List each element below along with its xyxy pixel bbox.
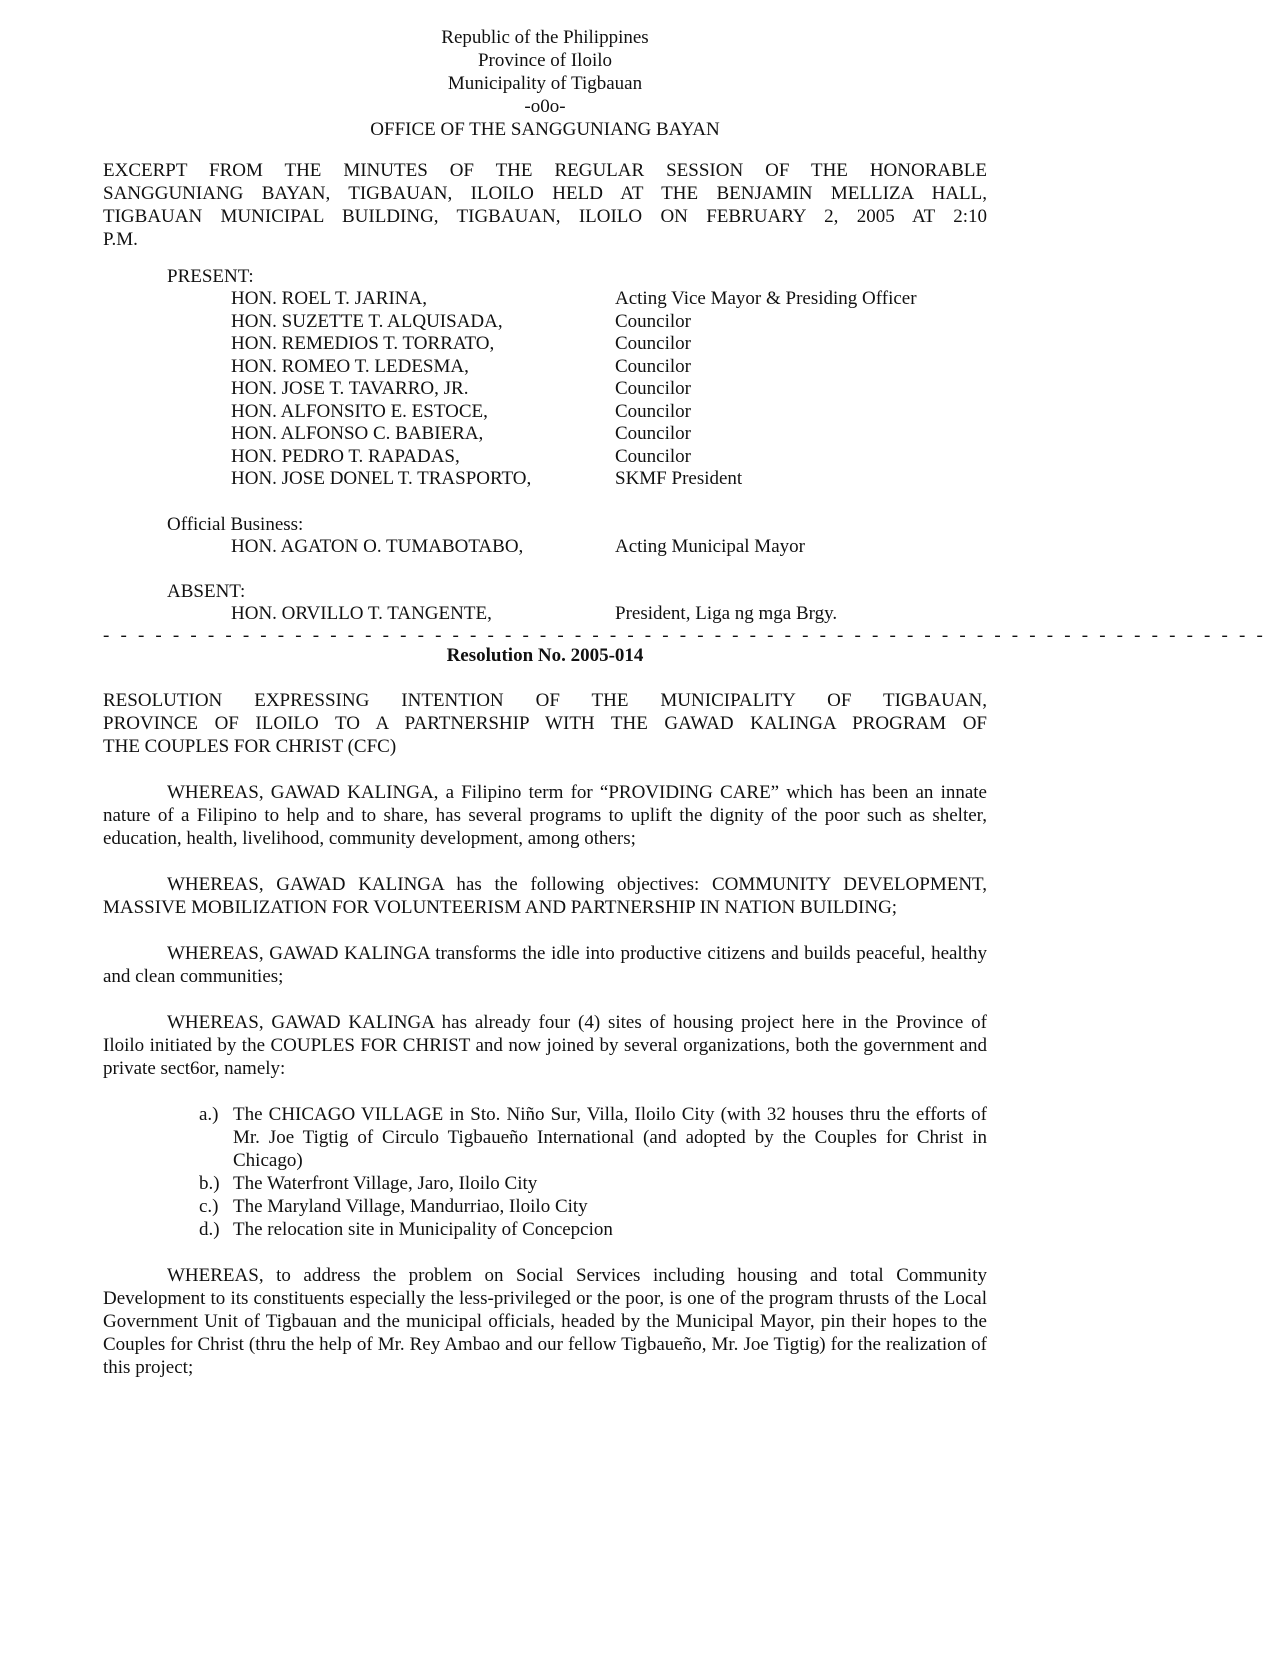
- member-name: HON. ROEL T. JARINA,: [231, 288, 427, 309]
- member-name: HON. ROMEO T. LEDESMA,: [231, 355, 469, 377]
- excerpt-line: EXCERPT FROM THE MINUTES OF THE REGULAR SESSION OF THE HONORABLE: [103, 160, 987, 181]
- title-line: THE COUPLES FOR CHRIST (CFC): [103, 735, 397, 757]
- member-name: HON. ALFONSITO E. ESTOCE,: [231, 400, 488, 422]
- list-text: The CHICAGO VILLAGE in Sto. Niño Sur, Villa, Iloilo City (with 32 houses thru the efforts of Mr. Joe Tigtig of Circulo Tigbaueño International (and adopted by the Couples for Christ in Chicago): [233, 1103, 987, 1171]
- member-name: HON. ORVILLO T. TANGENTE,: [231, 603, 492, 624]
- title-line: RESOLUTION EXPRESSING INTENTION OF THE MUNICIPALITY OF TIGBAUAN,: [103, 689, 987, 711]
- member-name: HON. AGATON O. TUMABOTABO,: [231, 535, 524, 557]
- whereas-clause-2: WHEREAS, GAWAD KALINGA has the following objectives: COMMUNITY DEVELOPMENT, MASSIVE MOBILIZATION FOR VOLUNTEERISM AND PARTNERSHIP IN NATION BUILDING;: [103, 873, 987, 918]
- member-role: Councilor: [615, 310, 691, 332]
- excerpt-line: P.M.: [103, 229, 138, 250]
- whereas-clause-1: WHEREAS, GAWAD KALINGA, a Filipino term for “PROVIDING CARE” which has been an innate nature of a Filipino to help and to share, has several programs to uplift the dignity of the poor such as shelter, education, health, livelihood, community development, among others;: [103, 781, 987, 849]
- member-name: HON. REMEDIOS T. TORRATO,: [231, 333, 495, 354]
- letterhead: [103, 26, 987, 141]
- list-marker: b.): [199, 1172, 220, 1194]
- dashed-separator: - - - - - - - - - - - - - - - - - - - - - - - - - - - - - - - - - - - - - - - - - - - - - - - - - - - - - - - - - - - - - - - - - - -: [103, 624, 1266, 646]
- list-marker: a.): [199, 1103, 219, 1125]
- spacer: [103, 491, 987, 513]
- excerpt-line: SANGGUNIANG BAYAN, TIGBAUAN, ILOILO HELD AT THE BENJAMIN MELLIZA HALL,: [103, 183, 987, 204]
- member-row: [103, 468, 987, 491]
- list-marker: c.): [199, 1195, 219, 1217]
- resolution-number: Resolution No. 2005-014: [446, 644, 644, 666]
- member-role: Councilor: [615, 355, 691, 377]
- member-role: Acting Municipal Mayor: [615, 535, 805, 557]
- member-role: President, Liga ng mga Brgy.: [615, 603, 838, 624]
- list-item: [199, 1103, 987, 1172]
- list-item: [199, 1195, 987, 1218]
- resolution-title: [103, 689, 987, 758]
- document-page: [103, 26, 1266, 1379]
- member-name: HON. ALFONSO C. BABIERA,: [231, 423, 484, 444]
- member-role: Acting Vice Mayor & Presiding Officer: [615, 288, 917, 309]
- housing-sites-list: [199, 1103, 987, 1241]
- member-name: HON. JOSE DONEL T. TRASPORTO,: [231, 468, 532, 489]
- whereas-clause-4: WHEREAS, GAWAD KALINGA has already four (4) sites of housing project here in the Province of Iloilo initiated by the COUPLES FOR CHRIST and now joined by several organizations, both the government and private sect6or, namely:: [103, 1011, 987, 1079]
- member-role: Councilor: [615, 333, 691, 354]
- member-row: [103, 311, 987, 334]
- member-row: [103, 378, 987, 401]
- list-marker: d.): [199, 1218, 220, 1240]
- official-business-row: [103, 536, 987, 559]
- list-text: The Waterfront Village, Jaro, Iloilo City: [233, 1172, 538, 1194]
- member-row: [103, 356, 987, 379]
- list-item: [199, 1218, 987, 1241]
- official-business-label: Official Business:: [167, 513, 304, 535]
- member-role: SKMF President: [615, 468, 743, 489]
- header-province: Province of Iloilo: [477, 50, 613, 71]
- member-name: HON. JOSE T. TAVARRO, JR.: [231, 378, 469, 399]
- member-role: Councilor: [615, 445, 691, 467]
- list-text: The Maryland Village, Mandurriao, Iloilo City: [233, 1195, 588, 1217]
- header-ornament: -o0o-: [524, 96, 566, 117]
- absent-label: ABSENT:: [167, 581, 246, 602]
- title-line: PROVINCE OF ILOILO TO A PARTNERSHIP WITH THE GAWAD KALINGA PROGRAM OF: [103, 712, 987, 734]
- member-row: [103, 333, 987, 356]
- member-role: Councilor: [615, 400, 691, 422]
- member-row: [103, 401, 987, 424]
- member-name: HON. PEDRO T. RAPADAS,: [231, 445, 460, 467]
- absent-row: [103, 603, 987, 626]
- whereas-clause-3: WHEREAS, GAWAD KALINGA transforms the idle into productive citizens and builds peaceful, healthy and clean communities;: [103, 942, 987, 987]
- member-name: HON. SUZETTE T. ALQUISADA,: [231, 310, 503, 332]
- spacer: [103, 558, 987, 580]
- whereas-clause-5: WHEREAS, to address the problem on Social Services including housing and total Community Development to its constituents especially the less-privileged or the poor, is one of the program thrusts of the Local Government Unit of Tigbauan and the municipal officials, headed by the Municipal Mayor, pin their hopes to the Couples for Christ (thru the help of Mr. Rey Ambao and our fellow Tigbaueño, Mr. Joe Tigtig) for the realization of this project;: [103, 1264, 987, 1378]
- attendance-roster: [103, 265, 987, 626]
- excerpt-paragraph: [103, 159, 987, 251]
- member-role: Councilor: [615, 378, 691, 399]
- excerpt-line: TIGBAUAN MUNICIPAL BUILDING, TIGBAUAN, ILOILO ON FEBRUARY 2, 2005 AT 2:10: [103, 206, 987, 227]
- header-republic: Republic of the Philippines: [441, 27, 649, 48]
- member-role: Councilor: [615, 423, 691, 444]
- member-row: [103, 423, 987, 446]
- member-row: [103, 288, 987, 311]
- present-label: PRESENT:: [167, 266, 254, 287]
- list-text: The relocation site in Municipality of Concepcion: [233, 1218, 613, 1240]
- list-item: [199, 1172, 987, 1195]
- header-office: OFFICE OF THE SANGGUNIANG BAYAN: [370, 119, 720, 140]
- header-municipality: Municipality of Tigbauan: [447, 73, 643, 94]
- member-row: [103, 446, 987, 469]
